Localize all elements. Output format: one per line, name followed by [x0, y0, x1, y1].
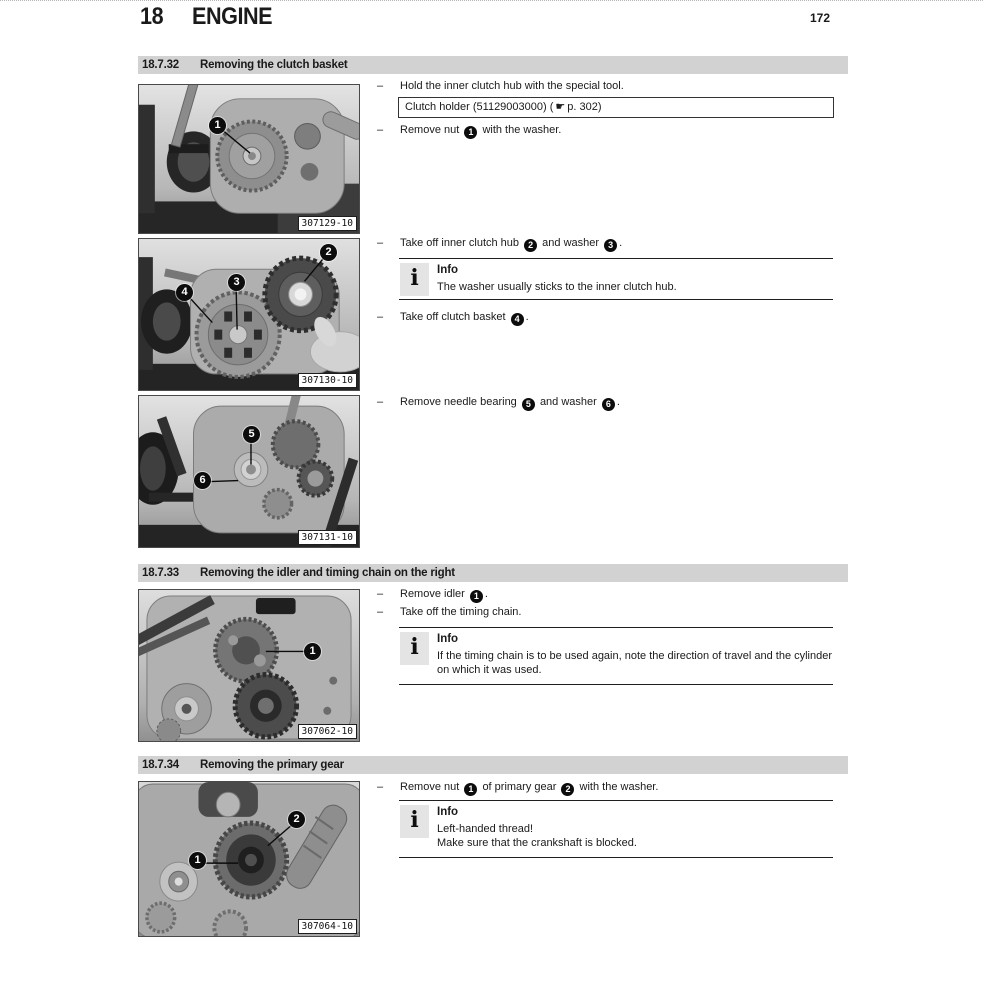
callout-badge: 2	[288, 811, 305, 828]
step-text	[400, 780, 837, 796]
step-take-off-basket	[375, 310, 837, 326]
info-box-timing-chain	[399, 627, 833, 685]
chapter-number: 18	[140, 3, 164, 30]
info-title: Info	[437, 806, 459, 818]
engine-photo-idler	[138, 589, 360, 742]
info-body: If the timing chain is to be used again, note the direction of travel and the cylinder on which it was used.	[437, 650, 833, 676]
photo-caption: 307064-10	[298, 919, 357, 934]
step-text-pre: Remove nut	[400, 781, 460, 793]
step-remove-nut	[375, 123, 837, 139]
tool-name: Clutch holder (51129003000) (	[405, 101, 554, 113]
section-number: 18.7.32	[142, 59, 179, 71]
step-text-post: .	[484, 588, 488, 600]
callout-badge: 2	[320, 244, 337, 261]
step-text-pre: Remove needle bearing	[400, 396, 517, 408]
callout-badge: 5	[243, 426, 260, 443]
step-text	[400, 310, 837, 326]
info-box-washer	[399, 258, 833, 300]
section-title: Removing the clutch basket	[200, 59, 348, 71]
bullet-dash: –	[377, 124, 384, 136]
engine-illustration	[139, 239, 359, 390]
step-text	[400, 395, 837, 411]
callout-badge: 1	[304, 643, 321, 660]
step-take-off-chain	[375, 605, 837, 619]
step-text-mid: of primary gear	[482, 781, 557, 793]
bullet-dash: –	[377, 588, 384, 600]
step-hold-hub	[375, 79, 837, 93]
chapter-title: ENGINE	[192, 3, 273, 30]
engine-photo-inner-hub	[138, 238, 360, 391]
step-text-post: with the washer.	[579, 781, 659, 793]
info-icon: i	[400, 263, 429, 296]
step-text-post: .	[525, 311, 529, 323]
info-line-2: Make sure that the crankshaft is blocked.	[437, 837, 637, 849]
callout-ref: 1	[464, 126, 477, 139]
callout-ref: 3	[604, 239, 617, 252]
photo-caption: 307131-10	[298, 530, 357, 545]
bullet-dash: –	[377, 606, 384, 618]
step-text-post: .	[616, 396, 620, 408]
bullet-dash: –	[377, 311, 384, 323]
step-text-post: with the washer.	[482, 124, 562, 136]
engine-photo-primary-gear	[138, 781, 360, 937]
step-text	[400, 587, 837, 603]
step-remove-bearing	[375, 395, 837, 411]
step-text: Take off the timing chain.	[400, 606, 522, 618]
step-remove-idler	[375, 587, 837, 603]
photo-caption: 307062-10	[298, 724, 357, 739]
engine-photo-clutch-nut	[138, 84, 360, 234]
engine-photo-needle-bearing	[138, 395, 360, 548]
tool-ref-box	[398, 97, 834, 118]
section-header-18-7-32	[138, 56, 848, 74]
bullet-dash: –	[377, 396, 384, 408]
step-take-off-hub	[375, 236, 837, 252]
section-title: Removing the idler and timing chain on the right	[200, 567, 455, 579]
step-remove-primary-nut	[375, 780, 837, 796]
section-number: 18.7.34	[142, 759, 179, 771]
info-title: Info	[437, 633, 459, 645]
callout-ref: 6	[602, 398, 615, 411]
step-text-pre: Take off clutch basket	[400, 311, 506, 323]
page-ref-hand-icon: ☛	[555, 101, 566, 113]
info-icon: i	[400, 632, 429, 665]
info-body: The washer usually sticks to the inner clutch hub.	[437, 281, 677, 293]
callout-badge: 6	[194, 472, 211, 489]
engine-illustration	[139, 782, 359, 936]
callout-ref: 2	[561, 783, 574, 796]
info-title: Info	[437, 264, 459, 276]
callout-ref: 1	[464, 783, 477, 796]
step-text-pre: Remove nut	[400, 124, 460, 136]
engine-illustration	[139, 396, 359, 547]
section-title: Removing the primary gear	[200, 759, 344, 771]
section-header-18-7-34	[138, 756, 848, 774]
callout-badge: 1	[209, 117, 226, 134]
tool-page-ref: p. 302)	[567, 101, 602, 113]
callout-ref: 2	[524, 239, 537, 252]
callout-ref: 1	[470, 590, 483, 603]
info-box-left-handed-thread	[399, 800, 833, 858]
callout-ref: 5	[522, 398, 535, 411]
step-text-post: .	[619, 237, 623, 249]
step-text	[400, 236, 837, 252]
photo-caption: 307129-10	[298, 216, 357, 231]
step-text	[400, 123, 837, 139]
callout-ref: 4	[511, 313, 524, 326]
page-number: 172	[810, 11, 831, 25]
section-number: 18.7.33	[142, 567, 179, 579]
section-header-18-7-33	[138, 564, 848, 582]
engine-illustration	[139, 590, 359, 741]
engine-illustration	[139, 85, 359, 233]
callout-badge: 1	[189, 852, 206, 869]
callout-badge: 4	[176, 284, 193, 301]
photo-caption: 307130-10	[298, 373, 357, 388]
step-text-mid: and washer	[539, 396, 597, 408]
step-text-pre: Take off inner clutch hub	[400, 237, 520, 249]
info-icon: i	[400, 805, 429, 838]
bullet-dash: –	[377, 80, 384, 92]
bullet-dash: –	[377, 781, 384, 793]
info-line-1: Left-handed thread!	[437, 823, 534, 835]
step-text: Hold the inner clutch hub with the special tool.	[400, 80, 624, 92]
step-text-pre: Remove idler	[400, 588, 465, 600]
step-text-mid: and washer	[542, 237, 600, 249]
callout-badge: 3	[228, 274, 245, 291]
bullet-dash: –	[377, 237, 384, 249]
